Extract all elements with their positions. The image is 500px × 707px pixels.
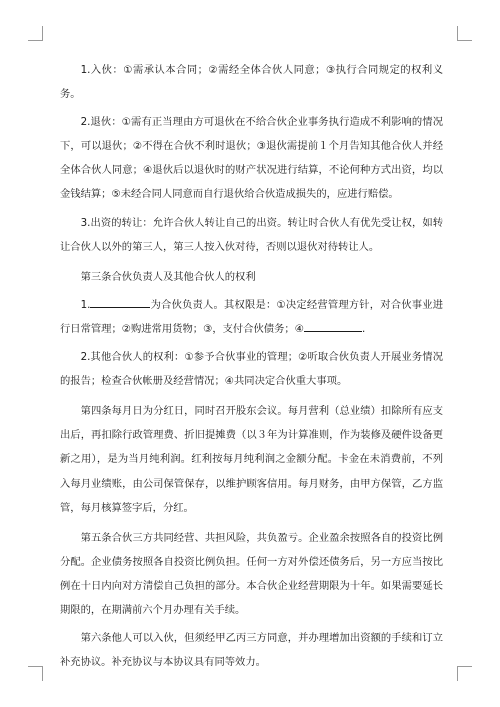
- clause-text: 为合伙负责人。其权限是：①决定经营管理方针，对合伙事业进行日常管理；②购进常用货物；③，支付合伙债务；④: [60, 298, 443, 335]
- article-5: 第五条合伙三方共同经营、共担风险，共负盈亏。企业盈余按照各自的投资比例分配。企业债务按照各自投资比例负担。任何一方对外偿还债务后，另一方应当按比例在十日内向对方清偿自己负担的部分。本合伙企业经营期限为十年。如果需要延长期限的，在期满前六个月办理有关手续。: [60, 531, 443, 616]
- article-3-heading: 第三条合伙负责人及其他合伙人的权利: [80, 270, 256, 283]
- crop-mark-bottom-left: [28, 666, 43, 681]
- clause-admission: 1.入伙：①需承认本合同；②需经全体合伙人同意；③执行合同规定的权利义务。: [60, 64, 443, 101]
- crop-mark-top-left: [28, 26, 43, 41]
- document-body: [60, 58, 443, 678]
- crop-mark-top-right: [457, 26, 472, 41]
- clause-capital-transfer: 3.出资的转让：允许合伙人转让自己的出资。转让时合伙人有优先受让权，如转让合伙人以外的第三人，第三人按入伙对待，否则以退伙对待转让人。: [60, 216, 443, 253]
- blank-field-authority[interactable]: [304, 319, 362, 332]
- article-6: 第六条他人可以入伙，但须经甲乙丙三方同意，并办理增加出资额的手续和订立补充协议。补充协议与本协议具有同等效力。: [60, 632, 443, 669]
- clause-number: 1.: [80, 298, 91, 311]
- article-4: 第四条每月日为分红日，同时召开股东会议。每月营利（总业绩）扣除所有应支出后，再扣除行政管理费、折旧提摊费（以３年为计算准则，作为装修及硬件设备更新之用），是为当月纯利润。红利按每月纯利润之金额分配。卡金在未消费前，不列入每月业绩账，由公司保管保存，以维护顾客信用。每月财务，由甲方保管，乙方监管，每月核算签字后，分红。: [60, 405, 443, 514]
- crop-mark-bottom-right: [457, 666, 472, 681]
- clause-end: .: [361, 322, 366, 335]
- clause-responsible-partner: [60, 293, 443, 341]
- clause-withdrawal: 2.退伙：①需有正当理由方可退伙在不给合伙企业事务执行造成不利影响的情况下，可以退伙；②不得在合伙不利时退伙；③退伙需提前１个月告知其他合伙人并经全体合伙人同意；④退伙后以退伙时的财产状况进行结算，不论何种方式出资，均以金钱结算；⑤未经合同人同意而自行退伙给合伙造成损失的，应进行赔偿。: [60, 116, 443, 201]
- clause-other-partners-rights: 2.其他合伙人的权利：①参予合伙事业的管理；②听取合伙负责人开展业务情况的报告；检查合伙帐册及经营情况；④共同决定合伙重大事项。: [60, 351, 443, 388]
- blank-field-partner-name[interactable]: [90, 295, 150, 308]
